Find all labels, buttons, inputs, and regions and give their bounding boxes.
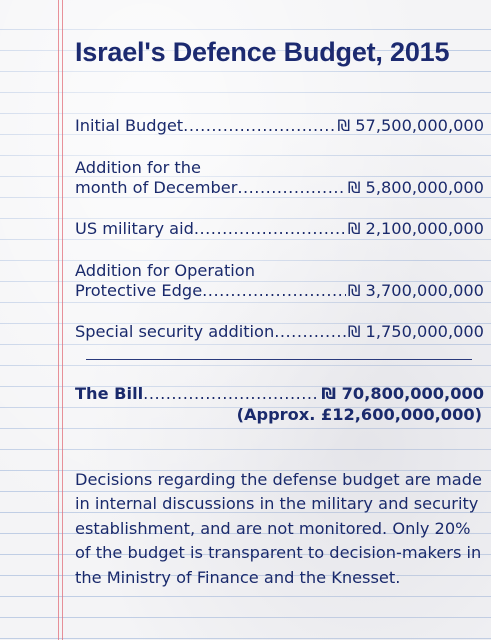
dot-leader	[194, 219, 346, 239]
margin-line	[62, 0, 63, 640]
total-label: The Bill	[75, 384, 144, 403]
item-label: Protective Edge	[75, 281, 203, 300]
dot-leader	[274, 322, 345, 342]
item-label: Initial Budget	[75, 116, 184, 135]
budget-item-protective-edge	[75, 261, 484, 301]
item-label-line1: Addition for the	[75, 158, 201, 177]
item-label: month of December	[75, 178, 238, 197]
budget-item-special-security	[75, 322, 484, 342]
total-amount: ₪ 70,800,000,000	[321, 384, 484, 403]
item-label: US military aid	[75, 219, 194, 238]
page-title: Israel's Defence Budget, 2015	[75, 37, 450, 67]
item-amount: ₪ 2,100,000,000	[347, 219, 484, 238]
dot-leader	[237, 178, 345, 198]
item-amount: ₪ 5,800,000,000	[347, 178, 484, 197]
dot-leader	[202, 281, 346, 301]
item-amount: ₪ 3,700,000,000	[347, 281, 484, 300]
item-amount: ₪ 57,500,000,000	[337, 116, 484, 135]
total-divider	[86, 359, 472, 360]
margin-line	[58, 0, 59, 640]
budget-item-initial	[75, 116, 484, 136]
item-label-line1: Addition for Operation	[75, 261, 255, 280]
dot-leader	[183, 116, 335, 136]
budget-item-december	[75, 158, 484, 198]
dot-leader	[143, 384, 319, 404]
item-label: Special security addition	[75, 322, 275, 341]
total-approx: (Approx. £12,600,000,000)	[236, 405, 482, 424]
item-amount: ₪ 1,750,000,000	[347, 322, 484, 341]
budget-item-us-aid	[75, 219, 484, 239]
footnote-text: Decisions regarding the defense budget are made in internal discussions in the military and security establishment, and are not monitored. Only 20% of the budget is transparent to decision-makers in the Ministry of Finance and the Knesset.	[75, 470, 482, 587]
budget-total	[75, 384, 484, 404]
